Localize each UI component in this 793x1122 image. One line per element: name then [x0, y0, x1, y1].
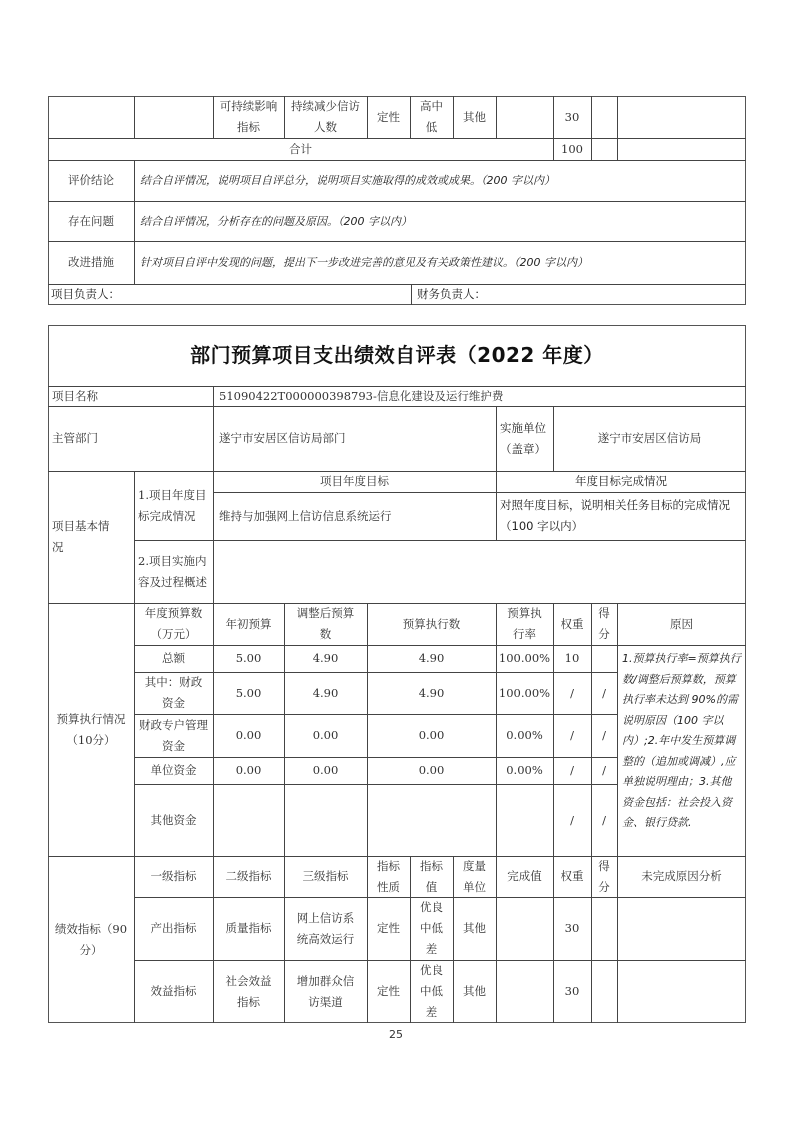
- total-label: 合计: [289, 141, 312, 156]
- sustain-value: 高中低: [420, 99, 443, 134]
- basic-info-sub1-label: 1.项目年度目标完成情况: [138, 487, 207, 523]
- dept-value[interactable]: 遂宁市安居区信访局部门: [219, 431, 346, 445]
- basic-info-sub2-label: 2.项目实施内容及过程概述: [138, 553, 207, 589]
- budget-header-initial: 年初预算: [225, 616, 272, 631]
- form-title: 部门预算项目支出绩效自评表（2022 年度）: [190, 343, 604, 367]
- impl-unit-label: 实施单位（盖章）: [500, 420, 546, 456]
- budget-header-annual: 年度预算数（万元）: [144, 606, 203, 641]
- perf-reason[interactable]: [617, 960, 746, 1023]
- sustain-unit: 其他: [463, 109, 486, 124]
- perf-done[interactable]: [496, 897, 553, 960]
- basic-info-label: 项目基本情况: [52, 519, 110, 554]
- perf-weight: 30: [564, 921, 580, 935]
- budget-row-name: 其他资金: [150, 812, 197, 827]
- perf-level2: 质量指标: [225, 921, 272, 935]
- budget-section-label: 预算执行情况（10分）: [56, 711, 126, 747]
- perf-header-score: 得分: [598, 858, 610, 894]
- budget-row-initial[interactable]: [213, 784, 284, 856]
- budget-row-weight[interactable]: 10: [564, 651, 580, 665]
- perf-nature: 定性: [377, 984, 400, 998]
- budget-row-score[interactable]: /: [602, 685, 606, 700]
- budget-row-initial[interactable]: 5.00: [235, 651, 262, 665]
- impl-unit-value[interactable]: 遂宁市安居区信访局: [597, 431, 702, 445]
- page-number: 25: [389, 1028, 403, 1041]
- improvement-measures-field[interactable]: 针对项目自评中发现的问题，提出下一步改进完善的意见及有关政策性建议。（200 字以内）: [140, 256, 588, 269]
- budget-row-executed[interactable]: 0.00: [418, 763, 445, 777]
- annual-goal-header: 项目年度目标: [320, 474, 389, 488]
- perf-level1: 效益指标: [150, 984, 197, 998]
- perf-score[interactable]: [591, 897, 617, 960]
- budget-header-rate: 预算执行率: [507, 606, 542, 641]
- perf-header-level1: 一级指标: [150, 869, 197, 883]
- budget-row-weight[interactable]: /: [570, 685, 574, 700]
- budget-header-score: 得分: [598, 606, 610, 641]
- existing-problems-field[interactable]: 结合自评情况，分析存在的问题及原因。（200 字以内）: [140, 214, 412, 228]
- finance-leader-field[interactable]: 财务负责人：: [417, 287, 486, 301]
- sustain-weight: 30: [564, 109, 580, 124]
- budget-row-adjusted[interactable]: 0.00: [312, 763, 339, 777]
- perf-header-value: 指标值: [420, 858, 443, 894]
- perf-done[interactable]: [496, 960, 553, 1023]
- perf-value: 优良中低差: [420, 900, 443, 956]
- budget-row-score[interactable]: /: [602, 812, 606, 827]
- budget-row-score[interactable]: /: [602, 728, 606, 742]
- budget-row-initial[interactable]: 0.00: [235, 763, 262, 777]
- budget-row-name: 其中：财政资金: [144, 675, 203, 710]
- budget-row-rate[interactable]: [496, 784, 553, 856]
- budget-row-rate[interactable]: 100.00%: [498, 651, 551, 665]
- project-leader-field[interactable]: 项目负责人：: [51, 287, 120, 301]
- total-weight: 100: [561, 141, 583, 156]
- budget-row-name: 财政专户管理资金: [139, 717, 208, 753]
- perf-reason[interactable]: [617, 897, 746, 960]
- perf-score[interactable]: [591, 960, 617, 1023]
- perf-value: 优良中低差: [420, 963, 443, 1019]
- budget-row-adjusted[interactable]: [284, 784, 367, 856]
- perf-nature: 定性: [377, 921, 400, 935]
- budget-header-reason: 原因: [670, 616, 693, 631]
- perf-level1: 产出指标: [150, 921, 197, 935]
- budget-row-initial[interactable]: 5.00: [235, 685, 262, 700]
- budget-row-rate[interactable]: 100.00%: [498, 685, 551, 700]
- completion-field[interactable]: 对照年度目标，说明相关任务目标的完成情况（100 字以内）: [500, 498, 730, 533]
- completion-header: 年度目标完成情况: [575, 474, 667, 488]
- sustain-nature: 定性: [377, 109, 400, 124]
- budget-row-executed[interactable]: 4.90: [418, 685, 445, 700]
- budget-row-adjusted[interactable]: 4.90: [312, 651, 339, 665]
- perf-header-weight: 权重: [560, 869, 584, 883]
- budget-row-score[interactable]: [591, 645, 617, 672]
- perf-header-nature: 指标性质: [377, 858, 400, 894]
- perf-header-level3: 三级指标: [302, 869, 349, 883]
- perf-level3: 增加群众信访渠道: [296, 973, 355, 1009]
- budget-row-name: 总额: [162, 651, 185, 665]
- budget-row-executed[interactable]: [367, 784, 496, 856]
- perf-level2: 社会效益指标: [225, 973, 272, 1009]
- perf-header-reason: 未完成原因分析: [641, 869, 722, 883]
- perf-header-level2: 二级指标: [225, 869, 272, 883]
- existing-problems-label: 存在问题: [68, 213, 114, 228]
- budget-header-weight: 权重: [560, 616, 584, 631]
- improvement-measures-label: 改进措施: [68, 255, 114, 269]
- budget-row-initial[interactable]: 0.00: [235, 728, 262, 742]
- sustain-level3: 持续减少信访人数: [291, 99, 360, 134]
- perf-unit: 其他: [463, 921, 486, 935]
- budget-row-rate[interactable]: 0.00%: [506, 763, 543, 777]
- sustain-level2: 可持续影响指标: [219, 99, 278, 134]
- annual-goal-value[interactable]: 维持与加强网上信访信息系统运行: [219, 508, 392, 523]
- project-name-value[interactable]: 51090422T000000398793-信息化建设及运行维护费: [219, 388, 504, 403]
- implementation-overview-field[interactable]: [213, 540, 746, 603]
- budget-header-adjusted: 调整后预算数: [296, 606, 355, 641]
- perf-level3: 网上信访系统高效运行: [296, 910, 355, 946]
- budget-row-weight[interactable]: /: [570, 763, 574, 777]
- performance-section-label: 绩效指标（90分）: [54, 921, 128, 957]
- budget-row-adjusted[interactable]: 4.90: [312, 685, 339, 700]
- budget-reason-note[interactable]: 1.预算执行率=预算执行数/调整后预算数，预算执行率未达到 90%的需说明原因（100 字以内）;2.年中发生预算调整的（追加或调减）,应单独说明理由；3.其他资金包括：社会投入资金、银行贷款.: [622, 652, 741, 829]
- evaluation-conclusion-field[interactable]: 结合自评情况，说明项目自评总分，说明项目实施取得的成效或成果。（200 字以内）: [140, 174, 555, 187]
- perf-header-done: 完成值: [507, 869, 542, 883]
- perf-unit: 其他: [463, 984, 486, 998]
- budget-row-executed[interactable]: 0.00: [418, 728, 445, 742]
- budget-row-rate[interactable]: 0.00%: [506, 728, 543, 742]
- budget-header-executed: 预算执行数: [402, 616, 461, 631]
- perf-weight: 30: [564, 984, 580, 998]
- budget-row-executed[interactable]: 4.90: [418, 651, 445, 665]
- budget-row-score[interactable]: /: [602, 763, 606, 777]
- budget-row-weight[interactable]: /: [570, 728, 574, 742]
- budget-row-name: 单位资金: [150, 763, 197, 777]
- project-name-label: 项目名称: [52, 388, 98, 403]
- dept-label: 主管部门: [52, 431, 98, 445]
- budget-row-weight[interactable]: /: [570, 812, 574, 827]
- perf-header-unit: 度量单位: [463, 858, 486, 894]
- budget-row-adjusted[interactable]: 0.00: [312, 728, 339, 742]
- evaluation-conclusion-label: 评价结论: [68, 173, 114, 187]
